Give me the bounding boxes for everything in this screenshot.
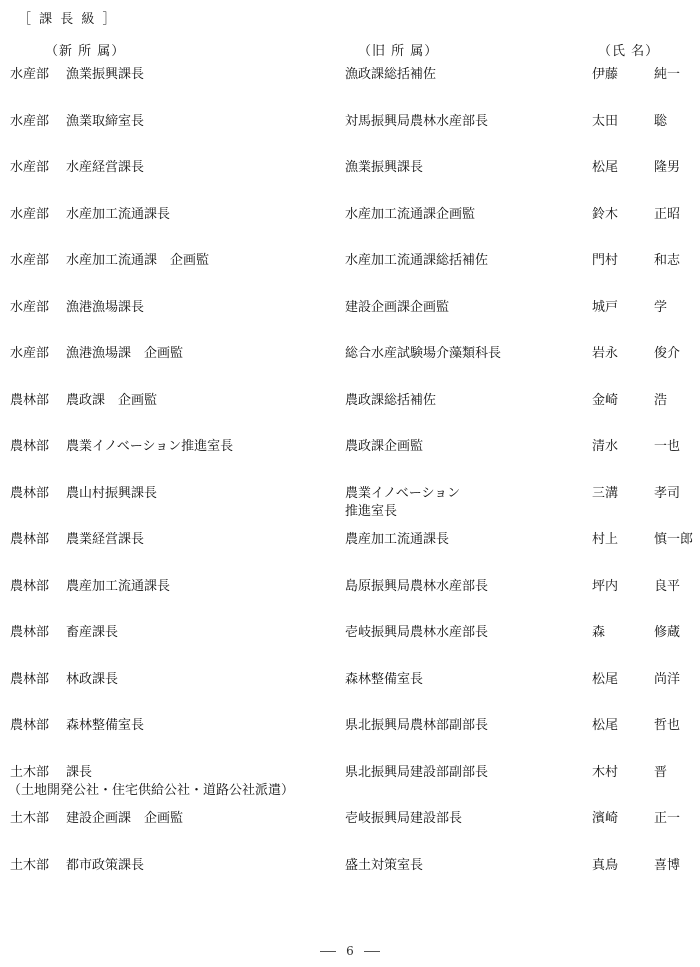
given-name: 俊介 [654,346,681,361]
new-post: 農山村振興課長 [66,485,158,501]
surname: 坪内 [592,578,619,594]
surname: 金崎 [592,392,619,408]
list-item [0,857,700,904]
given-name: 尚洋 [654,671,681,687]
new-affiliation [10,113,144,131]
new-affiliation [10,345,183,363]
new-affiliation [10,485,157,503]
department: 水産部 [10,346,50,361]
department: 農林部 [10,625,50,640]
old-post: 農政課企画監 [345,439,424,454]
old-affiliation [345,345,501,363]
department: 農林部 [10,532,50,547]
old-affiliation [345,206,475,224]
old-affiliation [345,624,488,642]
list-item [0,252,700,299]
new-affiliation [10,392,157,410]
department: 土木部 [10,857,50,873]
new-affiliation [10,531,144,549]
new-post: 水産加工流通課長 [66,206,171,222]
surname: 門村 [592,253,619,268]
new-affiliation [10,299,144,317]
new-post: 農産加工流通課長 [66,578,171,594]
old-affiliation [345,252,488,270]
given-name: 良平 [654,578,681,594]
new-post: 漁業取締室長 [66,113,145,129]
new-affiliation [10,671,118,689]
new-post: 都市政策課長 [66,857,145,873]
given-name: 修蔵 [654,625,681,640]
list-item [0,578,700,625]
new-post: 建設企画課 企画監 [66,811,184,826]
surname: 伊藤 [592,67,619,82]
new-affiliation [10,206,170,224]
new-affiliation [10,764,294,800]
list-item [0,717,700,764]
old-post: 県北振興局建設部副部長 [345,764,489,780]
new-post: 漁港漁場課長 [66,299,145,315]
list-item [0,392,700,439]
department: 水産部 [10,299,50,315]
given-name: 浩 [654,392,668,408]
list-item [0,66,700,113]
column-header-old-affiliation: （旧 所 属） [358,44,439,59]
page-footer [0,944,700,958]
department: 農林部 [10,671,50,687]
new-affiliation [10,624,118,642]
surname: 三溝 [592,485,619,501]
old-post: 水産加工流通課企画監 [345,206,476,222]
list-item [0,438,700,485]
given-name: 孝司 [654,485,681,501]
given-name: 晋 [654,764,668,780]
old-affiliation [345,531,449,549]
surname: 城戸 [592,299,619,315]
new-affiliation [10,717,144,735]
new-affiliation [10,66,144,84]
old-post: 森林整備室長 [345,671,424,687]
surname: 真鳥 [592,857,619,873]
surname: 濱崎 [592,811,619,826]
list-item [0,113,700,160]
old-post: 建設企画課企画監 [345,299,450,315]
department: 農林部 [10,392,50,408]
surname: 清水 [592,439,619,454]
old-affiliation [345,578,488,596]
department: 土木部 [10,811,50,826]
given-name: 喜博 [654,857,681,873]
surname: 森 [592,625,606,640]
old-post: 漁政課総括補佐 [345,67,437,82]
page-heading: ［ 課 長 級 ］ [18,12,118,27]
old-affiliation [345,159,423,177]
new-post: 漁港漁場課 企画監 [66,346,184,361]
given-name: 和志 [654,253,681,268]
old-post: 対馬振興局農林水産部長 [345,113,489,129]
department: 農林部 [10,718,50,733]
old-affiliation [345,671,423,689]
surname: 岩永 [592,346,619,361]
list-item [0,764,700,811]
surname: 鈴木 [592,206,619,222]
surname: 松尾 [592,160,619,175]
new-post: 漁業振興課長 [66,67,145,82]
list-item [0,531,700,578]
column-header-name: （氏 名） [598,44,660,59]
new-post: 農業イノベーション推進室長 [66,439,234,454]
old-affiliation [345,299,449,317]
old-post: 漁業振興課長 [345,160,424,175]
list-item [0,345,700,392]
list-item [0,485,700,532]
new-post: 課長 [66,764,93,780]
new-affiliation [10,810,183,828]
new-post: 水産加工流通課 企画監 [66,253,210,268]
old-affiliation [345,113,488,131]
list-item [0,624,700,671]
department: 土木部 [10,764,50,780]
given-name: 聡 [654,113,668,129]
old-post: 県北振興局農林部副部長 [345,718,489,733]
given-name: 哲也 [654,718,681,733]
surname: 木村 [592,764,619,780]
given-name: 一也 [654,439,681,454]
list-item [0,206,700,253]
surname: 松尾 [592,718,619,733]
department: 農林部 [10,578,50,594]
old-affiliation [345,810,462,828]
old-affiliation [345,764,488,782]
new-post: 農業経営課長 [66,532,145,547]
new-affiliation [10,857,144,875]
new-post: 林政課長 [66,671,119,687]
list-item [0,299,700,346]
surname: 村上 [592,532,619,547]
old-affiliation [345,66,436,84]
new-post: 森林整備室長 [66,718,145,733]
department: 水産部 [10,206,50,222]
department: 農林部 [10,485,50,501]
new-affiliation [10,578,170,596]
given-name: 純一 [654,67,681,82]
new-post-note: （土地開発公社・住宅供給公社・道路公社派遣） [8,782,295,798]
surname: 太田 [592,113,619,129]
list-item [0,159,700,206]
old-post: 水産加工流通課総括補佐 [345,253,489,268]
old-affiliation [345,485,460,521]
given-name: 慎一郎 [654,532,694,547]
given-name: 学 [654,299,668,315]
footer-dash-right [364,951,380,952]
department: 水産部 [10,113,50,129]
old-affiliation [345,392,436,410]
old-post: 壱岐振興局農林水産部長 [345,625,489,640]
new-affiliation [10,438,233,456]
new-post: 水産経営課長 [66,160,145,175]
new-affiliation [10,252,209,270]
list-item [0,810,700,857]
old-post: 盛土対策室長 [345,857,424,873]
new-post: 畜産課長 [66,625,119,640]
new-post: 農政課 企画監 [66,392,158,408]
old-post: 農業イノベーション [345,485,461,501]
given-name: 正一 [654,811,681,826]
given-name: 正昭 [654,206,681,222]
old-affiliation [345,438,423,456]
new-affiliation [10,159,144,177]
old-affiliation [345,717,488,735]
old-affiliation [345,857,423,875]
column-header-new-affiliation: （新 所 属） [45,44,126,59]
list-item [0,671,700,718]
old-post: 島原振興局農林水産部長 [345,578,489,594]
old-post: 農産加工流通課長 [345,532,450,547]
department: 農林部 [10,439,50,454]
department: 水産部 [10,160,50,175]
department: 水産部 [10,67,50,82]
old-post: 壱岐振興局建設部長 [345,811,463,826]
old-post: 農政課総括補佐 [345,392,437,408]
old-post: 総合水産試験場介藻類科長 [345,346,502,361]
page-number: 6 [346,944,354,958]
surname: 松尾 [592,671,619,687]
footer-dash-left [320,951,336,952]
given-name: 隆男 [654,160,681,175]
personnel-list [0,66,700,903]
department: 水産部 [10,253,50,268]
old-post-line2: 推進室長 [345,503,398,519]
